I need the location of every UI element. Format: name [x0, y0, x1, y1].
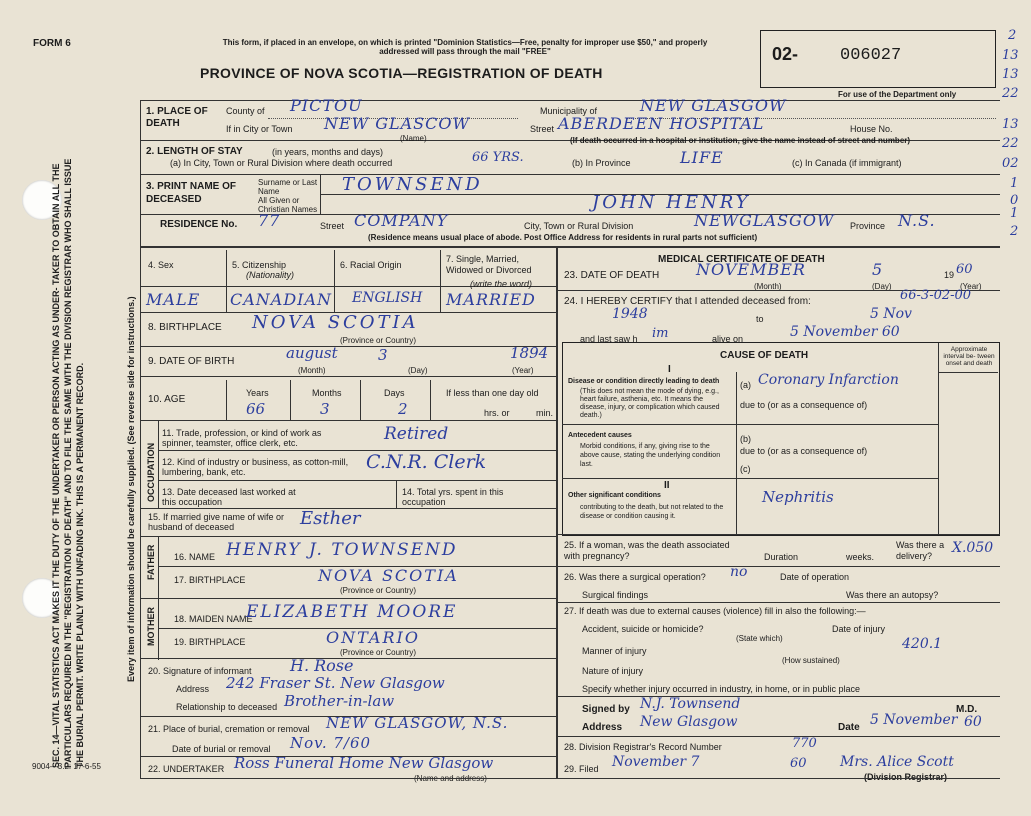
place-of-death-label: 1. PLACE OF DEATH	[146, 106, 208, 129]
operation-date-label: Date of operation	[780, 572, 850, 582]
how-sustained-caption: (How sustained)	[782, 656, 840, 665]
autopsy-label: Was there an autopsy?	[846, 590, 939, 600]
death-date-year: 60	[956, 262, 973, 277]
duration-label: Duration	[764, 552, 799, 562]
length-of-stay-sub: (in years, months and days)	[272, 147, 384, 157]
margin-code: 13	[1002, 48, 1019, 63]
direct-note: (This does not mean the mode of dying, e.g., heart failure, asthenia, etc. It means the disease, injury, or complication which caused death.)	[580, 388, 720, 419]
injury-date-label: Date of injury	[832, 624, 886, 634]
dob-day-caption: (Day)	[408, 366, 428, 375]
marital-label: 7. Single, Married, Widowed or Divorced	[446, 254, 532, 275]
less-than-day-label: If less than one day old	[446, 388, 539, 398]
death-date-label: 23. DATE OF DEATH	[564, 270, 660, 281]
specify-label: Specify whether injury occurred in industry, in home, or in public place	[582, 684, 860, 694]
maiden-name-label: 18. MAIDEN NAME	[174, 614, 253, 624]
racial-value: ENGLISH	[352, 290, 423, 306]
medical-header: MEDICAL CERTIFICATE OF DEATH	[658, 254, 825, 265]
dept-note: For use of the Department only	[838, 90, 957, 99]
racial-label: 6. Racial Origin	[340, 260, 402, 270]
street-value: ABERDEEN HOSPITAL	[558, 114, 765, 133]
due-to-label-2: due to (or as a consequence of)	[740, 446, 868, 456]
city-label: If in City or Town	[226, 124, 293, 134]
cause-header: CAUSE OF DEATH	[720, 350, 809, 361]
filed-label: 29. Filed	[564, 764, 599, 774]
margin-code: 2	[1010, 224, 1019, 239]
min-label: min.	[536, 408, 554, 418]
trade-value: Retired	[384, 424, 449, 444]
death-year-caption: (Year)	[960, 282, 982, 291]
city-value: NEW GLASCOW	[324, 114, 470, 133]
father-section-label: FATHER	[146, 544, 156, 580]
delivery-label: Was there a delivery?	[896, 540, 945, 561]
pregnancy-label: 25. If a woman, was the death associated with pregnancy?	[564, 540, 730, 561]
death-date-month: NOVEMBER	[696, 260, 806, 279]
residence-province-label: Province	[850, 221, 886, 231]
signed-by-label: Signed by	[582, 704, 630, 715]
other-conditions-value: Nephritis	[762, 488, 834, 506]
municipality-label: Municipality of	[540, 106, 598, 116]
undertaker-sub: (Name and address)	[414, 774, 487, 783]
antecedent-label: Antecedent causes	[568, 432, 632, 439]
last-saw-suffix: im	[652, 326, 669, 341]
filed-value: November 7	[612, 754, 700, 770]
relation-value: Brother-in-law	[284, 692, 395, 710]
age-label: 10. AGE	[148, 394, 186, 405]
dob-month: august	[286, 344, 338, 362]
county-value: PICTOU	[290, 96, 363, 115]
surgical-findings-label: Surgical findings	[582, 590, 649, 600]
death-month-caption: (Month)	[754, 282, 782, 291]
surname-label: Surname or Last Name	[258, 178, 318, 196]
manner-label: Manner of injury	[582, 646, 647, 656]
residence-street-label: Street	[320, 221, 345, 231]
sex-label: 4. Sex	[148, 260, 174, 270]
spouse-value: Esther	[300, 508, 361, 529]
dob-day: 3	[378, 346, 388, 364]
weeks-label: weeks.	[846, 552, 875, 562]
cause-c-label: (c)	[740, 464, 751, 474]
father-name-label: 16. NAME	[174, 552, 216, 562]
birthplace-label: 8. BIRTHPLACE	[148, 322, 222, 333]
antecedent-note: Morbid conditions, if any, giving rise to the above cause, stating the underlying condition last.	[580, 443, 721, 468]
record-number-label: 28. Division Registrar's Record Number	[564, 742, 722, 752]
father-name-value: HENRY J. TOWNSEND	[226, 540, 458, 560]
registrar-label: (Division Registrar)	[864, 772, 948, 782]
father-birthplace-value: NOVA SCOTIA	[318, 566, 459, 585]
injury-code: 420.1	[902, 636, 943, 652]
state-which-caption: (State which)	[736, 634, 783, 643]
margin-code: 2	[1008, 28, 1017, 43]
residence-street: COMPANY	[354, 211, 449, 230]
external-causes-label: 27. If death was due to external causes (violence) fill in also the following:—	[564, 606, 866, 616]
age-months-value: 3	[320, 400, 330, 418]
municipality-value: NEW GLASGOW	[640, 96, 787, 115]
death-date-day: 5	[872, 260, 884, 279]
informant-address: 242 Fraser St. New Glasgow	[226, 674, 445, 692]
physician-code: 66-3-02-00	[900, 288, 972, 303]
given-names-label: All Given or Christian Names	[258, 196, 318, 214]
death-year-prefix: 19	[944, 270, 955, 280]
age-years-label: Years	[246, 388, 269, 398]
cause-a-value: Coronary Infarction	[758, 372, 899, 388]
mother-birthplace-sub: (Province or Country)	[340, 648, 417, 657]
section-one: I	[668, 364, 671, 375]
stay-province-value: LIFE	[680, 148, 724, 167]
attended-from-year: 1948	[612, 306, 648, 322]
informant-signature: H. Rose	[290, 656, 354, 675]
other-conditions-note: contributing to the death, but not related to the disease or condition causing it.	[580, 504, 724, 520]
other-conditions-label: Other significant conditions	[568, 492, 661, 499]
margin-code: 02	[1002, 156, 1019, 171]
dob-label: 9. DATE OF BIRTH	[148, 356, 235, 367]
industry-label: 12. Kind of industry or business, as cotton-mill, lumbering, bank, etc.	[162, 457, 349, 477]
mother-birthplace-label: 19. BIRTHPLACE	[174, 637, 246, 647]
burial-place-value: NEW GLASGOW, N.S.	[326, 714, 509, 732]
burial-place-label: 21. Place of burial, cremation or removal	[148, 724, 310, 734]
county-label: County of	[226, 106, 265, 116]
last-saw-label: and last saw h	[580, 334, 638, 344]
surgery-value: no	[730, 564, 748, 580]
md-label: M.D.	[956, 704, 978, 715]
cause-b-label: (b)	[740, 434, 751, 444]
surgery-label: 26. Was there a surgical operation?	[564, 572, 706, 582]
due-to-label-1: due to (or as a consequence of)	[740, 400, 868, 410]
trade-label: 11. Trade, profession, or kind of work as spinner, teamster, office clerk, etc.	[162, 428, 322, 448]
page-title: PROVINCE OF NOVA SCOTIA—REGISTRATION OF DEATH	[200, 65, 603, 81]
margin-code: 22	[1002, 86, 1019, 101]
cert-date-value: 5 November	[870, 712, 958, 728]
birthplace-sub: (Province or Country)	[340, 336, 417, 345]
age-months-label: Months	[312, 388, 342, 398]
accident-label: Accident, suicide or homicide?	[582, 624, 704, 634]
cert-date-label: Date	[838, 722, 860, 733]
residence-note: (Residence means usual place of abode. Post Office Address for residents in rural parts not sufficient)	[368, 233, 758, 242]
stay-province-label: (b) In Province	[572, 158, 631, 168]
street-label: Street	[530, 124, 555, 134]
cause-a-label: (a)	[740, 380, 751, 390]
residence-label: RESIDENCE No.	[160, 219, 238, 230]
last-worked-label: 13. Date deceased last worked at this occupation	[162, 487, 296, 507]
surname-value: TOWNSEND	[342, 174, 483, 195]
cert-date-year: 60	[964, 714, 982, 730]
delivery-code: X.050	[952, 540, 994, 556]
house-label: House No.	[850, 124, 893, 134]
alive-date: 5 November 60	[790, 324, 900, 340]
undertaker-value: Ross Funeral Home New Glasgow	[234, 754, 494, 772]
citizenship-sub: (Nationality)	[246, 270, 295, 280]
dob-year-caption: (Year)	[512, 366, 534, 375]
residence-province: N.S.	[898, 211, 936, 230]
filed-year: 60	[790, 756, 807, 771]
age-days-value: 2	[398, 400, 408, 418]
birthplace-value: NOVA SCOTIA	[252, 312, 419, 333]
marital-value: MARRIED	[446, 290, 536, 309]
statute-note: SEC. 14—VITAL STATISTICS ACT MAKES IT THE DUTY OF THE UNDERTAKER OR PERSON ACTING AS UNDER- TAKER TO OBTAIN ALL THE PARTICULARS REQUIRED IN THE "REGISTRATION OF DEATH" AND TO FILE THE SAME WITH THE DIVISION REGISTRAR WHO SHALL ISSUE THE BURIAL PERMIT. WRITE PLAINLY WITH UNFADING INK. THIS IS A PERMANENT RECORD.	[51, 158, 85, 768]
residence-city: NEWGLASGOW	[694, 211, 835, 230]
residence-city-label: City, Town or Rural Division	[524, 221, 634, 231]
margin-code: 0	[1010, 193, 1019, 208]
informant-address-label: Address	[176, 684, 210, 694]
father-birthplace-sub: (Province or Country)	[340, 586, 417, 595]
stay-city-value: 66 YRS.	[472, 150, 524, 165]
burial-date-value: Nov. 7/60	[290, 734, 372, 752]
undertaker-label: 22. UNDERTAKER	[148, 764, 225, 774]
margin-code: 13	[1002, 67, 1019, 82]
attended-to-label: to	[756, 314, 764, 324]
citizenship-label: 5. Citizenship	[232, 260, 287, 270]
name-deceased-label: 3. PRINT NAME OF DECEASED	[146, 181, 237, 205]
signed-by-value: N.J. Townsend	[640, 696, 741, 712]
relation-label: Relationship to deceased	[176, 702, 278, 712]
margin-code: 22	[1002, 136, 1019, 151]
supply-note: Every item of information should be carefully supplied. (See reverse side for instructions.)	[126, 296, 136, 682]
citizenship-value: CANADIAN	[230, 290, 333, 309]
institution-note: (If death occurred in a hospital or institution, give the name instead of street and number)	[570, 136, 911, 145]
sex-value: MALE	[146, 290, 201, 309]
age-days-label: Days	[384, 388, 405, 398]
burial-date-label: Date of burial or removal	[172, 744, 271, 754]
age-years-value: 66	[246, 400, 266, 418]
margin-code: 1	[1010, 206, 1019, 221]
cert-prefix: 02-	[772, 44, 799, 64]
signed-address-value: New Glasgow	[640, 714, 738, 730]
form-code: 9004—3.2: 17-6-55	[32, 762, 101, 771]
marital-sub: (write the word)	[470, 279, 533, 289]
envelope-note: This form, if placed in an envelope, on which is printed "Dominion Statistics—Free, penalty for improper use $50," and properly addressed will pass through the mail "FREE"	[222, 38, 708, 56]
length-of-stay-label: 2. LENGTH OF STAY	[146, 146, 243, 157]
given-names-value: JOHN HENRY	[592, 192, 751, 213]
mother-birthplace-value: ONTARIO	[326, 628, 420, 647]
stay-city-label: (a) In City, Town or Rural Division where death occurred	[170, 158, 393, 168]
industry-value: C.N.R. Clerk	[366, 451, 487, 473]
alive-label: alive on	[712, 334, 744, 344]
mother-section-label: MOTHER	[146, 607, 156, 646]
stay-canada-label: (c) In Canada (if immigrant)	[792, 158, 902, 168]
dob-month-caption: (Month)	[298, 366, 326, 375]
record-number-value: 770	[792, 736, 817, 751]
margin-code: 1	[1010, 176, 1019, 191]
attended-to-date: 5 Nov	[870, 306, 912, 322]
section-two: II	[664, 480, 670, 491]
maiden-name-value: ELIZABETH MOORE	[246, 602, 458, 622]
certify-label: 24. I HEREBY CERTIFY that I attended deceased from:	[564, 296, 811, 307]
informant-sig-label: 20. Signature of informant	[148, 666, 252, 676]
spouse-label: 15. If married give name of wife or husband of deceased	[148, 512, 285, 532]
occupation-section-label: OCCUPATION	[146, 442, 156, 502]
residence-number: 77	[258, 211, 281, 230]
form-label: FORM 6	[33, 38, 71, 49]
name-caption: (Name)	[400, 134, 427, 143]
interval-header: Approximate interval be- tween onset and death	[943, 346, 995, 367]
registrar-signature: Mrs. Alice Scott	[840, 754, 954, 770]
nature-label: Nature of injury	[582, 666, 644, 676]
margin-code: 13	[1002, 117, 1019, 132]
direct-label: Disease or condition directly leading to death	[568, 378, 720, 385]
death-day-caption: (Day)	[872, 282, 892, 291]
signed-address-label: Address	[582, 722, 623, 733]
total-years-label: 14. Total yrs. spent in this occupation	[402, 487, 504, 507]
dob-year: 1894	[510, 344, 549, 362]
father-birthplace-label: 17. BIRTHPLACE	[174, 575, 246, 585]
hrs-label: hrs. or	[484, 408, 510, 418]
cert-number: 006027	[840, 46, 902, 65]
